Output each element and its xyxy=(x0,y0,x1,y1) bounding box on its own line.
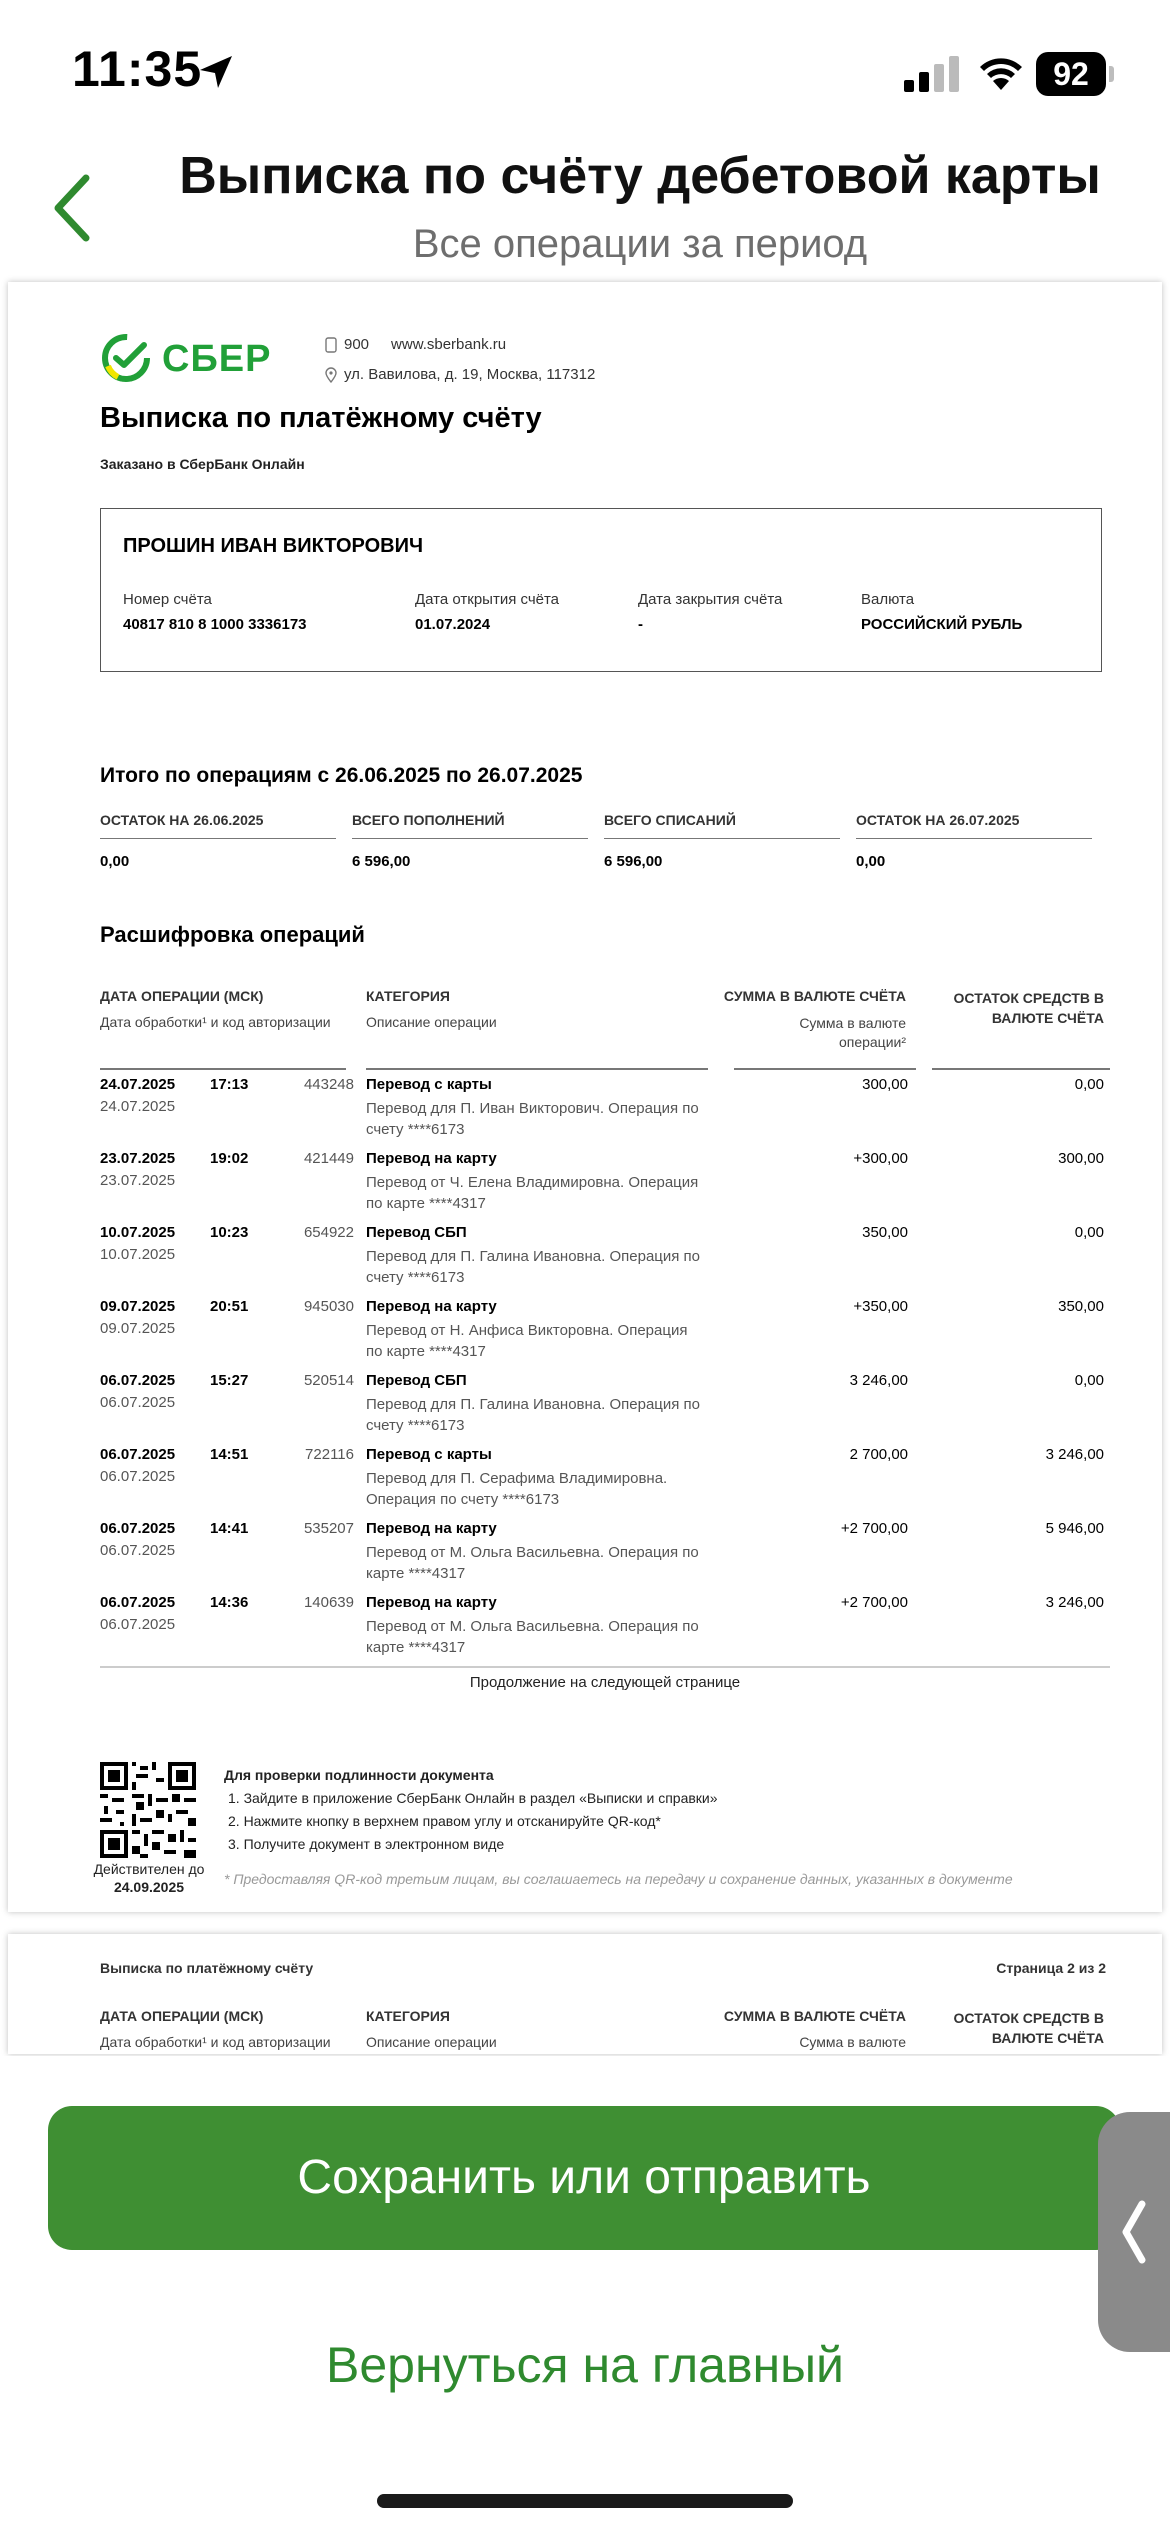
table-row[interactable]: 06.07.2025 06.07.2025 14:41 535207 Перевод на карту Перевод от М. Ольга Васильевна. Операция по карте ****4317 +2 700,00 5 946,00 xyxy=(100,1520,1104,1582)
bank-contacts xyxy=(324,330,595,390)
qr-validity: Действителен до 24.09.2025 xyxy=(93,1861,205,1895)
verification-instructions: Для проверки подлинности документа 1. Зайдите в приложение СберБанк Онлайн в раздел «Выписки и справки» 2. Нажмите кнопку в верхнем правом углу и отсканируйте QR-код* 3. Получите документ в электронном виде * Предоставляя QR-код третьим лицам, вы соглашаетесь на передачу и сохранение данных, указанных в документе xyxy=(224,1767,1013,1887)
sber-logo-icon xyxy=(100,332,152,384)
close-date-field: Дата закрытия счёта - xyxy=(638,591,783,633)
col-date: ДАТА ОПЕРАЦИИ (МСК) Дата обработки¹ и код авторизации xyxy=(100,988,331,1030)
table-row[interactable]: 09.07.2025 09.07.2025 20:51 945030 Перевод на карту Перевод от Н. Анфиса Викторовна. Операция по карте ****4317 +350,00 350,00 xyxy=(100,1298,1104,1360)
sber-logo xyxy=(100,332,280,384)
screen-title: Выписка по счёту дебетовой карты xyxy=(179,147,1101,205)
table-row[interactable]: 06.07.2025 06.07.2025 14:51 722116 Перевод с карты Перевод для П. Серафима Владимировна. Операция по счету ****6173 2 700,00 3 246,00 xyxy=(100,1446,1104,1508)
col-category: КАТЕГОРИЯ Описание операции xyxy=(366,988,497,1030)
operations-table-header: ДАТА ОПЕРАЦИИ (МСК) Дата обработки¹ и код авторизации КАТЕГОРИЯ Описание операции СУММА В ВАЛЮТЕ СЧЁТА Сумма в валюте ОСТАТОК СРЕДСТВ В ВАЛЮТЕ СЧЁТА xyxy=(100,2008,1104,2050)
back-chevron-icon[interactable] xyxy=(48,172,96,244)
ordered-in-label: Заказано в СберБанк Онлайн xyxy=(100,456,305,472)
bottom-actions xyxy=(0,2056,1170,2532)
bank-address: ул. Вавилова, д. 19, Москва, 117312 xyxy=(344,366,596,383)
statement-page-2[interactable] xyxy=(8,1934,1162,2054)
table-row[interactable]: 24.07.2025 24.07.2025 17:13 443248 Перевод с карты Перевод для П. Иван Викторович. Операция по счету ****6173 300,00 0,00 xyxy=(100,1076,1104,1138)
table-divider xyxy=(100,1666,1110,1668)
currency-field: Валюта РОССИЙСКИЙ РУБЛЬ xyxy=(861,591,1023,633)
continue-note: Продолжение на следующей странице xyxy=(469,1674,741,1691)
total-withdrawals: ВСЕГО СПИСАНИЙ 6 596,00 xyxy=(604,812,840,870)
table-row[interactable]: 10.07.2025 10.07.2025 10:23 654922 Перевод СБП Перевод для П. Галина Ивановна. Операция по счету ****6173 350,00 0,00 xyxy=(100,1224,1104,1286)
page-number: Страница 2 из 2 xyxy=(996,1960,1106,1976)
go-home-button[interactable]: Вернуться на главный xyxy=(326,2337,844,2393)
page2-title: Выписка по платёжному счёту xyxy=(100,1960,314,1976)
qr-code-icon xyxy=(100,1762,196,1858)
total-deposits: ВСЕГО ПОПОЛНЕНИЙ 6 596,00 xyxy=(352,812,588,870)
screen-subtitle: Все операции за период xyxy=(412,222,868,266)
table-row[interactable]: 23.07.2025 23.07.2025 19:02 421449 Перевод на карту Перевод от Ч. Елена Владимировна. Операция по карте ****4317 +300,00 300,00 xyxy=(100,1150,1104,1212)
battery-level: 92 xyxy=(1036,52,1106,96)
battery-icon xyxy=(1036,52,1116,96)
operations-list xyxy=(100,1076,1110,1668)
open-date-field: Дата открытия счёта 01.07.2024 xyxy=(415,591,560,633)
operations-title: Расшифровка операций xyxy=(100,922,365,947)
statement-title: Выписка по платёжному счёту xyxy=(100,402,542,434)
opening-balance: ОСТАТОК НА 26.06.2025 0,00 xyxy=(100,812,336,870)
bank-phone: 900 xyxy=(344,336,370,353)
save-or-send-button[interactable]: Сохранить или отправить xyxy=(48,2106,1120,2250)
wifi-icon xyxy=(976,52,1026,92)
status-time: 11:35 xyxy=(72,41,203,97)
home-indicator[interactable] xyxy=(377,2494,793,2508)
closing-balance: ОСТАТОК НА 26.07.2025 0,00 xyxy=(856,812,1092,870)
table-row[interactable]: 06.07.2025 06.07.2025 15:27 520514 Перевод СБП Перевод для П. Галина Ивановна. Операция по счету ****6173 3 246,00 0,00 xyxy=(100,1372,1104,1434)
side-panel-handle[interactable] xyxy=(1098,2112,1170,2352)
location-arrow-icon xyxy=(196,52,236,92)
table-row[interactable]: 06.07.2025 06.07.2025 14:36 140639 Перевод на карту Перевод от М. Ольга Васильевна. Операция по карте ****4317 +2 700,00 3 246,00 xyxy=(100,1594,1104,1656)
chevron-left-icon xyxy=(1098,2112,1170,2352)
account-number-field: Номер счёта 40817 810 8 1000 3336173 xyxy=(123,591,307,633)
account-info-box xyxy=(100,508,1102,672)
phone-icon xyxy=(324,337,338,353)
signal-icon xyxy=(904,56,960,92)
col-balance: ОСТАТОК СРЕДСТВ В ВАЛЮТЕ СЧЁТА xyxy=(953,990,1104,1026)
col-sum: СУММА В ВАЛЮТЕ СЧЁТА Сумма в валюте операции² xyxy=(723,988,906,1050)
bank-website: www.sberbank.ru xyxy=(391,336,507,353)
location-pin-icon xyxy=(324,367,338,383)
sber-logo-text: СБЕР xyxy=(162,338,272,380)
statement-page-1[interactable] xyxy=(8,282,1162,1912)
status-bar xyxy=(0,0,1170,150)
operations-table-header xyxy=(100,988,1110,1068)
account-owner: ПРОШИН ИВАН ВИКТОРОВИЧ xyxy=(123,535,424,557)
totals-title: Итого по операциям с 26.06.2025 по 26.07.2025 xyxy=(100,764,583,787)
